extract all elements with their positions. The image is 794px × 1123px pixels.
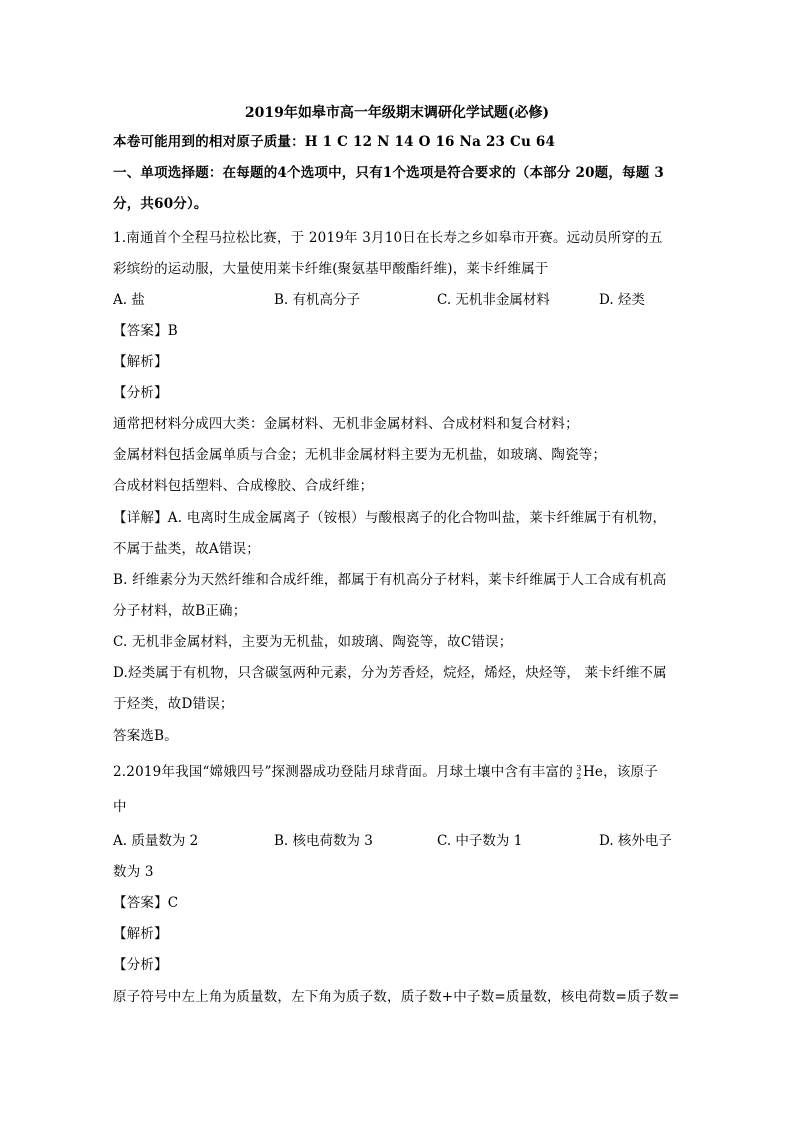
section-heading-line2: 分，共60分）。 (113, 196, 208, 212)
q1-option-d: D. 烃类 (599, 292, 645, 308)
q2-stem-line1 (113, 762, 685, 782)
q1-detail-line: B. 纤维素分为天然纤维和合成纤维，都属于有机高分子材料，莱卡纤维属于人工合成有机高 (113, 572, 667, 588)
q2-option-a: A. 质量数为 2 (113, 833, 199, 849)
q1-detail-line: 于烃类，故D错误； (113, 696, 234, 712)
q2-stem-text-end: ，该原子 (603, 764, 658, 780)
q1-jiexi-label: 【解析】 (113, 354, 168, 370)
isotope-notation (575, 765, 583, 781)
q2-option-d: D. 核外电子 (599, 833, 672, 849)
q1-analysis-line: 合成材料包括塑料、合成橡胶、合成纤维； (113, 478, 374, 494)
q1-detail-line: D.烃类属于有机物，只含碳氢两种元素，分为芳香烃，烷烃，烯烃，炔烃等， 莱卡纤维不属 (113, 665, 667, 681)
q1-fenxi-label: 【分析】 (113, 385, 168, 401)
q1-stem-line2: 彩缤纷的运动服，大量使用莱卡纤维(聚氨基甲酸酯纤维)，莱卡纤维属于 (113, 261, 549, 277)
q2-fenxi-label: 【分析】 (113, 957, 168, 973)
section-heading-line1: 一、单项选择题：在每题的4个选项中，只有1个选项是符合要求的（本部分 20题，每题 3 (113, 165, 664, 181)
q1-option-a: A. 盐 (113, 292, 145, 308)
q1-answer: 【答案】B (113, 323, 178, 339)
isotope-mass-number: 3 (576, 763, 582, 773)
isotope-atomic-number: 2 (576, 771, 582, 781)
q2-analysis-line: 原子符号中左上角为质量数，左下角为质子数，质子数+中子数=质量数，核电荷数=质子数= (113, 989, 680, 1005)
page-title: 2019年如皋市高一年级期末调研化学试题(必修) (244, 105, 550, 121)
q2-answer: 【答案】C (113, 895, 179, 911)
q1-analysis-line: 金属材料包括金属单质与合金；无机非金属材料主要为无机盐，如玻璃、陶瓷等； (113, 447, 607, 463)
q1-detail-line: 不属于盐类，故A错误； (113, 541, 260, 557)
q1-analysis-line: 通常把材料分成四大类：金属材料、无机非金属材料、合成材料和复合材料； (113, 416, 579, 432)
isotope-symbol: He (582, 764, 604, 780)
q2-option-b: B. 核电荷数为 3 (274, 833, 373, 849)
q1-detail-line: 【详解】A. 电离时生成金属离子（铵根）与酸根离子的化合物叫盐，莱卡纤维属于有机物， (113, 510, 667, 526)
q2-option-d-continued: 数为 3 (113, 864, 154, 880)
q2-option-c: C. 中子数为 1 (437, 833, 523, 849)
q1-option-c: C. 无机非金属材料 (437, 292, 550, 308)
atomic-mass-note: 本卷可能用到的相对原子质量：H 1 C 12 N 14 O 16 Na 23 Cu 64 (113, 134, 556, 150)
q1-stem-line1: 1.南通首个全程马拉松比赛，于 2019年 3月10日在长寿之乡如皋市开赛。远动员所穿的五 (113, 230, 663, 246)
q1-detail-line: 分子材料，故B正确； (113, 603, 247, 619)
q1-detail-line: C. 无机非金属材料，主要为无机盐，如玻璃、陶瓷等，故C错误； (113, 634, 513, 650)
q2-jiexi-label: 【解析】 (113, 926, 168, 942)
q2-stem-text: 2.2019年我国“嫦娥四号”探测器成功登陆月球背面。月球土壤中含有丰富的 (113, 764, 573, 780)
q2-stem-line2: 中 (113, 799, 127, 815)
q1-detail-line: 答案选B。 (113, 728, 178, 744)
q1-option-b: B. 有机高分子 (274, 292, 361, 308)
